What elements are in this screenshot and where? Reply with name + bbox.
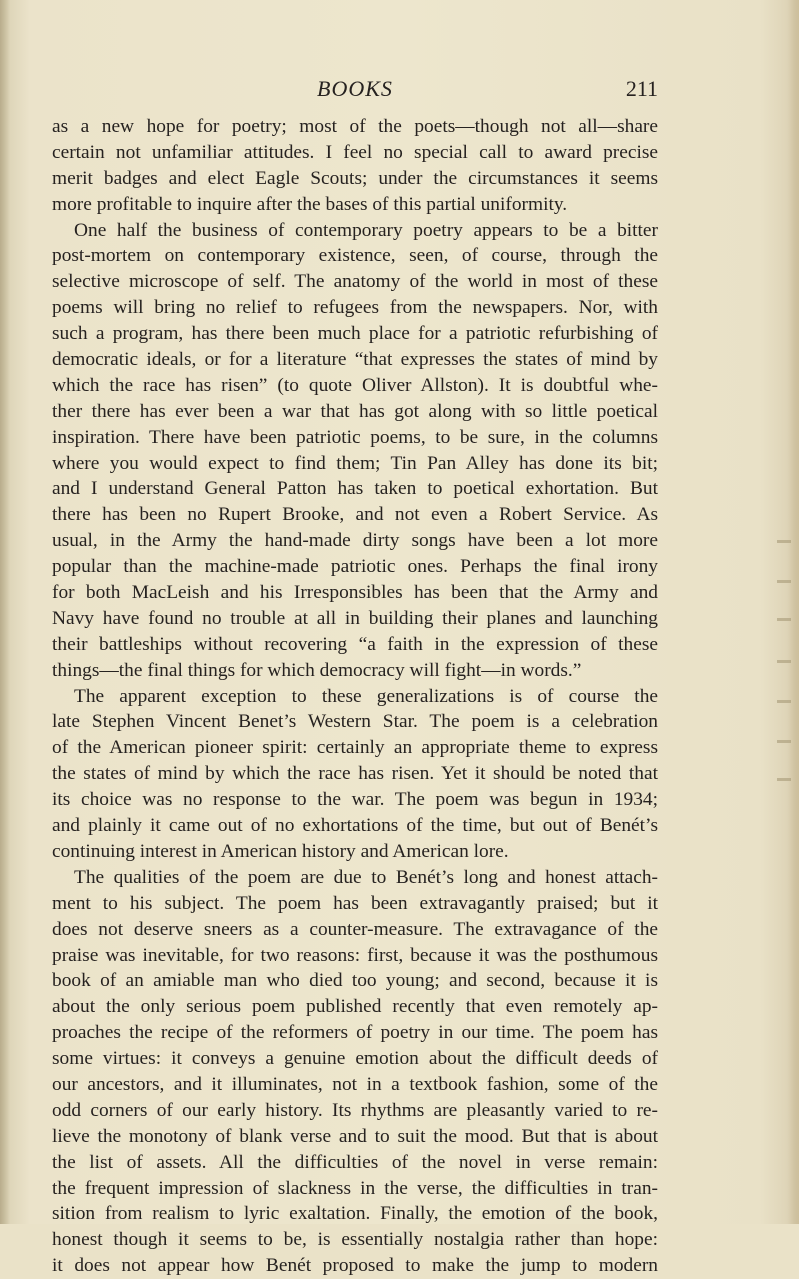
text-line: usual, in the Army the hand-made dirty songs have been a lot more <box>52 530 658 552</box>
text-line: ther there has ever been a war that has got along with so little poetical <box>52 400 658 422</box>
text-line: poems will bring no relief to refugees from the newspapers. Nor, with <box>52 297 658 319</box>
text-line: Navy have found no trouble at all in building their planes and launching <box>52 607 658 629</box>
text-line: some virtues: it conveys a genuine emotion about the difficult deeds of <box>52 1048 658 1070</box>
text-line: certain not unfamiliar attitudes. I feel no special call to award precise <box>52 141 658 163</box>
text-line: does not deserve sneers as a counter-measure. The extravagance of the <box>52 918 658 940</box>
running-head: BOOKS <box>317 76 393 101</box>
text-line: book of an amiable man who died too young; and second, because it is <box>52 970 658 992</box>
text-line: sition from realism to lyric exaltation. Finally, the emotion of the book, <box>52 1203 658 1225</box>
text-line: their battleships without recovering “a faith in the expression of these <box>52 633 658 655</box>
text-line: things—the final things for which democracy will fight—in words.” <box>52 659 582 681</box>
text-line: there has been no Rupert Brooke, and not even a Robert Service. As <box>52 504 658 526</box>
text-line: more profitable to inquire after the bases of this partial uniformity. <box>52 193 568 215</box>
text-line: which the race has risen” (to quote Oliver Allston). It is doubtful whe- <box>52 374 658 396</box>
text-line: our ancestors, and it illuminates, not in a textbook fashion, some of the <box>52 1073 658 1095</box>
text-line: as a new hope for poetry; most of the poets—though not all—share <box>52 116 658 137</box>
text-line: One half the business of contemporary poetry appears to be a bitter <box>74 219 658 241</box>
text-line: praise was inevitable, for two reasons: first, because it was the posthumous <box>52 944 658 966</box>
text-line: the frequent impression of slackness in the verse, the difficulties in tran- <box>52 1177 658 1199</box>
text-line: popular than the machine-made patriotic ones. Perhaps the final irony <box>52 556 658 578</box>
page-binding-shadow <box>0 0 10 1224</box>
text-line: continuing interest in American history and American lore. <box>52 840 509 862</box>
text-line: lieve the monotony of blank verse and to suit the mood. But that is about <box>52 1125 658 1147</box>
text-line: and plainly it came out of no exhortations of the time, but out of Benét’s <box>52 815 658 837</box>
text-line: inspiration. There have been patriotic poems, to be sure, in the columns <box>52 426 658 448</box>
text-line: and I understand General Patton has taken to poetical exhortation. But <box>52 478 658 500</box>
text-line: The qualities of the poem are due to Benét’s long and honest attach- <box>74 866 658 888</box>
text-line: The apparent exception to these generalizations is of course the <box>74 685 658 707</box>
text-line: post-mortem on contemporary existence, seen, of course, through the <box>52 245 658 267</box>
text-line: honest though it seems to be, is essentially nostalgia rather than hope: <box>52 1229 658 1251</box>
text-line: odd corners of our early history. Its rhythms are pleasantly varied to re- <box>52 1099 658 1121</box>
body-text <box>52 114 658 1279</box>
text-line: the list of assets. All the difficulties of the novel in verse remain: <box>52 1151 658 1173</box>
text-line: it does not appear how Benét proposed to make the jump to modern <box>52 1255 658 1277</box>
page-number: 211 <box>625 76 658 101</box>
text-line: for both MacLeish and his Irresponsibles has been that the Army and <box>52 582 658 604</box>
text-line: proaches the recipe of the reformers of poetry in our time. The poem has <box>52 1022 658 1044</box>
text-line: ment to his subject. The poem has been extravagantly praised; but it <box>52 892 658 914</box>
text-line: late Stephen Vincent Benet’s Western Star. The poem is a celebration <box>52 711 658 733</box>
page-edge-marks <box>769 540 799 800</box>
text-line: of the American pioneer spirit: certainly an appropriate theme to express <box>52 737 658 759</box>
text-line: its choice was no response to the war. The poem was begun in 1934; <box>52 789 658 811</box>
text-line: such a program, has there been much place for a patriotic refurbishing of <box>52 323 658 345</box>
text-line: where you would expect to find them; Tin Pan Alley has done its bit; <box>52 452 658 474</box>
text-line: the states of mind by which the race has risen. Yet it should be noted that <box>52 763 658 785</box>
text-line: merit badges and elect Eagle Scouts; under the circumstances it seems <box>52 167 658 189</box>
text-line: selective microscope of self. The anatomy of the world in most of these <box>52 271 658 293</box>
text-line: about the only serious poem published recently that even remotely ap- <box>52 996 658 1018</box>
page-header <box>52 76 658 102</box>
text-line: democratic ideals, or for a literature “that expresses the states of mind by <box>52 349 658 371</box>
